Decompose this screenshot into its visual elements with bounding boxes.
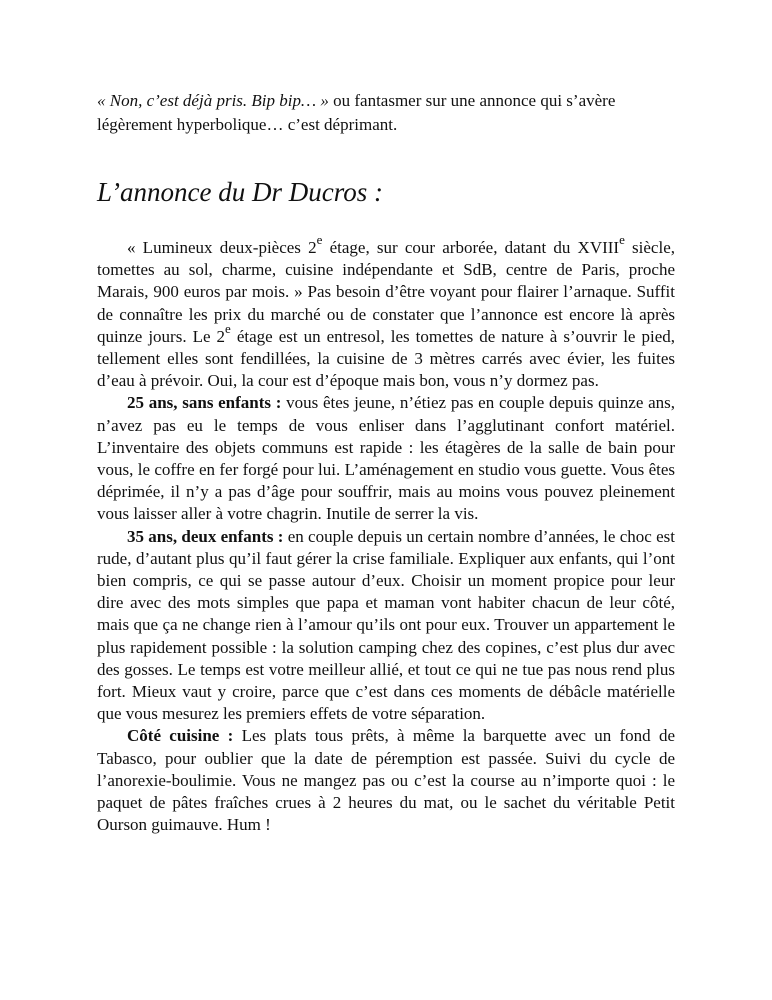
paragraph-25-text: vous êtes jeune, n’étiez pas en couple depuis quinze ans, n’avez pas eu le temps de vous enliser dans l’agglutinant confort matériel. L’inventaire des objets communs est rapide : les étagères de la salle de bain pour vous, le coffre en fer forgé pour lui. L’aménagement en studio vous guette. Vous êtes déprimée, il n’y a pas d’âge pour souffrir, mais au moins vous pouvez pleinement vous laisser aller à votre chagrin. Inutile de serrer la vis.	[97, 393, 675, 524]
paragraph-25-ans	[97, 392, 675, 525]
paragraph-35-text: en couple depuis un certain nombre d’années, le choc est rude, d’autant plus qu’il faut gérer la crise familiale. Expliquer aux enfants, qui l’ont bien compris, ce qui se passe autour d’eux. Choisir un moment propice pour leur dire avec des mots simples que papa et maman vont habiter chacun de leur côté, mais que ça ne change rien à l’amour qu’ils ont pour eux. Trouver un appartement le plus rapidement possible : la solution camping chez des copines, c’est plus dur avec des gosses. Le temps est votre meilleur allié, et tout ce qui ne tue pas nous rend plus fort. Mieux vaut y croire, parce que c’est dans ces moments de débâcle matérielle que vous mesurez les premiers effets de votre séparation.	[97, 526, 675, 724]
paragraph-cuisine	[97, 725, 675, 836]
ad-text-3: siècle, tomettes au sol, charme, cuisine indépendante et SdB, centre de Paris, proche Marais, 900 euros par mois. » Pas besoin d’être voyant pour flairer l’arnaque. Suffit de connaître les prix du marché ou de constater que l’annonce est encore là après quinze jours. Le 2	[97, 238, 675, 346]
intro-text: ou fantasmer sur une annonce qui s’avère légèrement hyperbolique… c’est déprimant.	[97, 91, 616, 134]
paragraph-cuisine-text: Les plats tous prêts, à même la barquette avec un fond de Tabasco, pour oublier que la date de péremption est passée. Suivi du cycle de l’anorexie-boulimie. Vous ne mangez pas ou c’est la course au n’importe quoi : le paquet de pâtes fraîches crues à 2 heures du mat, ou le sachet du véritable Petit Ourson guimauve. Hum !	[97, 726, 675, 835]
ad-text-1: « Lumineux deux-pièces 2	[127, 238, 317, 257]
ad-text-2: étage, sur cour arborée, datant du XVIII	[322, 238, 620, 257]
ad-text-4: étage est un entresol, les tomettes de nature à s’ouvrir le pied, tellement elles sont fendillées, la cuisine de 3 mètres carrés avec évier, les fuites d’eau à prévoir. Oui, la cour est d’époque mais bon, vous n’y dormez pas.	[97, 326, 675, 391]
intro-paragraph	[97, 89, 675, 137]
ad-superscript-1: e	[316, 232, 323, 247]
paragraph-35-label: 35 ans, deux enfants :	[127, 526, 284, 546]
document-page	[97, 89, 675, 836]
paragraph-cuisine-label: Côté cuisine :	[127, 726, 234, 746]
ad-superscript-3: e	[225, 320, 231, 336]
intro-quote: « Non, c’est déjà pris. Bip bip… »	[97, 91, 329, 110]
ad-paragraph	[97, 232, 675, 392]
ad-superscript-2: e	[619, 232, 625, 247]
paragraph-25-label: 25 ans, sans enfants :	[127, 393, 282, 413]
paragraph-35-ans	[97, 526, 675, 726]
section-title: L’annonce du Dr Ducros :	[97, 177, 383, 207]
